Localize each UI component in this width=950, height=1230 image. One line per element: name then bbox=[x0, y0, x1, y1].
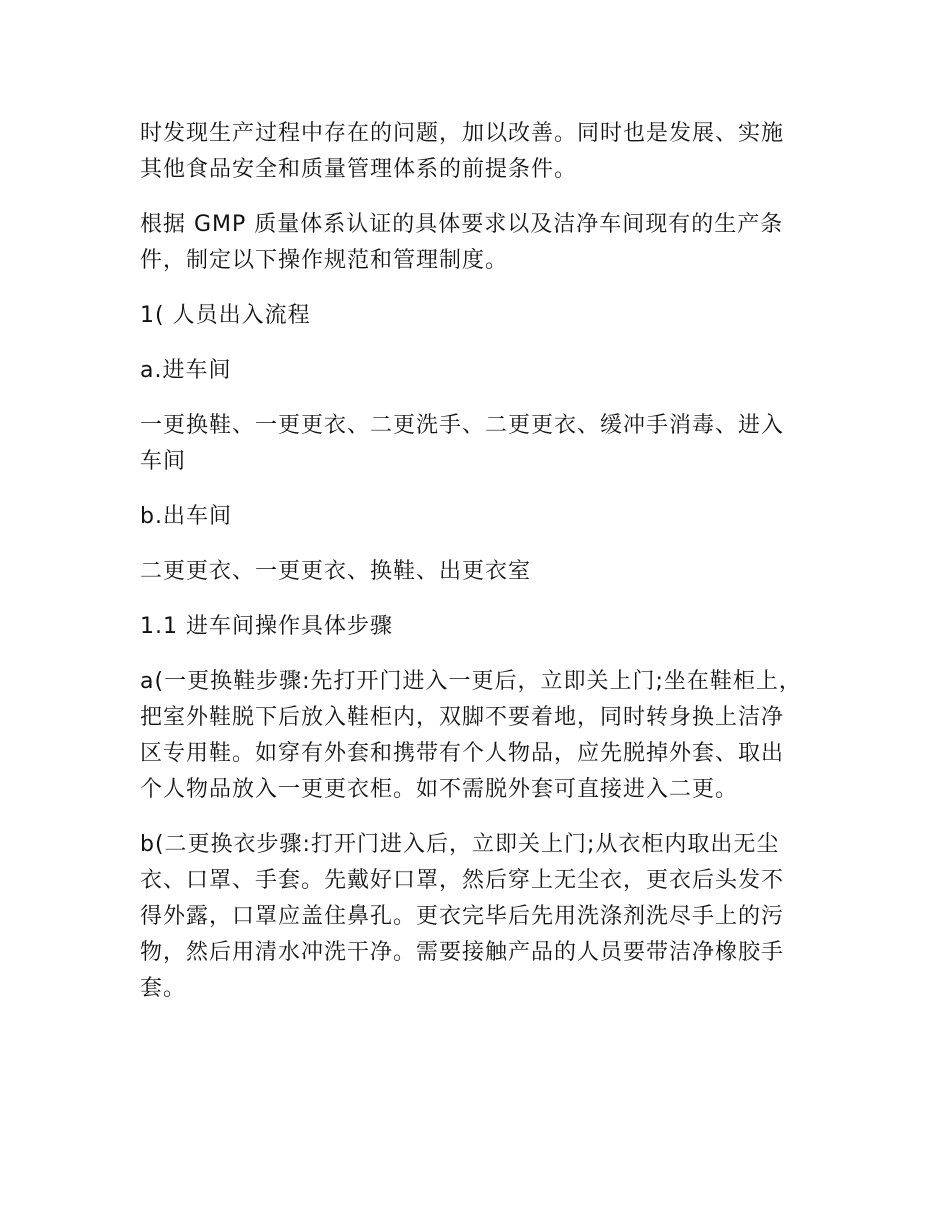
document-body bbox=[140, 116, 805, 1026]
section-heading-enter-steps: 1.1 进车间操作具体步骤 bbox=[140, 614, 393, 639]
paragraph-exit-sequence: 二更更衣、一更更衣、换鞋、出更衣室 bbox=[140, 559, 532, 584]
subheading-exit-workshop: b.出车间 bbox=[140, 504, 232, 529]
section-heading-personnel-flow: 1( 人员出入流程 bbox=[140, 303, 311, 328]
subheading-enter-workshop: a.进车间 bbox=[140, 358, 232, 383]
paragraph-shoe-change-steps: a(一更换鞋步骤:先打开门进入一更后，立即关上门;坐在鞋柜上，把室外鞋脱下后放入鞋柜内，双脚不要着地，同时转身换上洁净区专用鞋。如穿有外套和携带有个人物品，应先脱掉外套、取出个人物品放入一更更衣柜。如不需脱外套可直接进入二更。 bbox=[140, 669, 802, 802]
paragraph-intro-continuation: 时发现生产过程中存在的问题，加以改善。同时也是发展、实施其他食品安全和质量管理体系的前提条件。 bbox=[140, 121, 785, 182]
paragraph-enter-sequence: 一更换鞋、一更更衣、二更洗手、二更更衣、缓冲手消毒、进入车间 bbox=[140, 413, 785, 474]
paragraph-gmp-basis: 根据 GMP 质量体系认证的具体要求以及洁净车间现有的生产条件，制定以下操作规范和管理制度。 bbox=[140, 212, 784, 273]
paragraph-gown-change-steps: b(二更换衣步骤:打开门进入后，立即关上门;从衣柜内取出无尘衣、口罩、手套。先戴好口罩，然后穿上无尘衣，更衣后头发不得外露，口罩应盖住鼻孔。更衣完毕后先用洗涤剂洗尽手上的污物，然后用清水冲洗干净。需要接触产品的人员要带洁净橡胶手套。 bbox=[140, 832, 785, 1001]
